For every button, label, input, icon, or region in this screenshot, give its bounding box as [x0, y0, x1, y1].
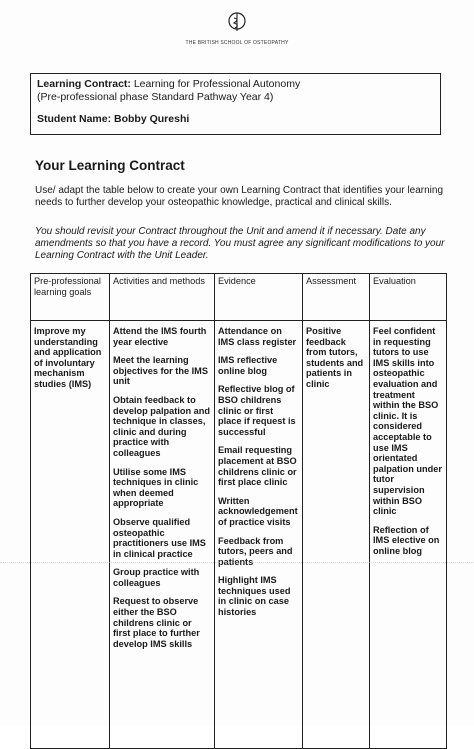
header-assessment: Assessment: [303, 274, 370, 321]
student-label: Student Name:: [37, 113, 112, 125]
goal-item: Improve my understanding and application of involuntary mechanism studies (IMS): [34, 326, 102, 389]
activity-item: Obtain feedback to develop palpation and technique in classes, clinic and during practice with colleagues: [113, 394, 210, 458]
header-evaluation: Evaluation: [370, 274, 447, 321]
assessment-cell: [303, 321, 370, 749]
evidence-item: Highlight IMS techniques used in clinic on case histories: [218, 575, 291, 618]
header-evidence: Evidence: [215, 274, 303, 321]
activity-item: Request to observe either the BSO childrens clinic or first place to further develop IMS skills: [113, 596, 200, 649]
evidence-cell: [215, 321, 303, 749]
evidence-item: Feedback from tutors, peers and patients: [218, 535, 293, 567]
evidence-item: IMS reflective online blog: [218, 355, 278, 376]
contract-title-rest: Learning for Professional Autonomy: [130, 78, 301, 90]
table-header-row: [31, 274, 447, 321]
activity-item: Group practice with colleagues: [113, 567, 200, 588]
student-name: Bobby Qureshi: [114, 113, 190, 125]
evaluation-item: Reflection of IMS elective on online blog: [373, 524, 440, 556]
evidence-item: Written acknowledgement of practice visits: [218, 495, 298, 527]
assessment-item: Positive feedback from tutors, students and patients in clinic: [306, 326, 364, 389]
evidence-item: Attendance on IMS class register: [218, 326, 297, 347]
revision-note: You should revisit your Contract throughout the Unit and amend it if necessary. Date any amendments so that you have a record. You must agree any significant modifications to your Learning Contract with the Unit Leader.: [35, 226, 445, 261]
contract-title-bold: Learning Contract:: [37, 78, 131, 90]
evidence-item: Email requesting placement at BSO childrens clinic or first place clinic: [218, 445, 297, 488]
table-row: [31, 321, 447, 749]
org-name: THE BRITISH SCHOOL OF OSTEOPATHY: [185, 40, 289, 46]
contract-header-box: [30, 73, 441, 135]
evidence-item: Reflective blog of BSO childrens clinic or first place if request is successful: [218, 384, 296, 437]
activity-item: Attend the IMS fourth year elective: [113, 326, 207, 347]
goals-cell: [31, 321, 110, 749]
evaluation-cell: [370, 321, 447, 749]
activity-item: Observe qualified osteopathic practitioners use IMS in clinical practice: [113, 516, 206, 559]
activities-cell: [110, 321, 215, 749]
learning-contract-table: [30, 273, 447, 749]
header-activities: Activities and methods: [110, 274, 215, 321]
section-title: Your Learning Contract: [35, 158, 185, 173]
bso-logo-icon: [228, 10, 246, 36]
contract-subtitle: (Pre-professional phase Standard Pathway Year 4): [37, 90, 274, 103]
contract-title: [37, 78, 434, 91]
activity-item: Meet the learning objectives for the IMS unit: [113, 355, 208, 387]
activity-item: Utilise some IMS techniques in clinic when deemed appropriate: [113, 466, 199, 509]
student-name-line: [37, 113, 434, 126]
intro-paragraph: Use/ adapt the table below to create your own Learning Contract that identifies your learning needs to further develop your osteopathic knowledge, practical and clinical skills.: [35, 185, 444, 208]
evaluation-item: Feel confident in requesting tutors to use IMS skills into osteopathic evaluation and treatment within the BSO clinic. It is considered acceptable to use IMS orientated palpation under tutor supervision within BSO clinic: [373, 326, 442, 517]
header-goals: Pre-professional learning goals: [31, 274, 110, 321]
scan-artifact-line: [0, 562, 474, 564]
